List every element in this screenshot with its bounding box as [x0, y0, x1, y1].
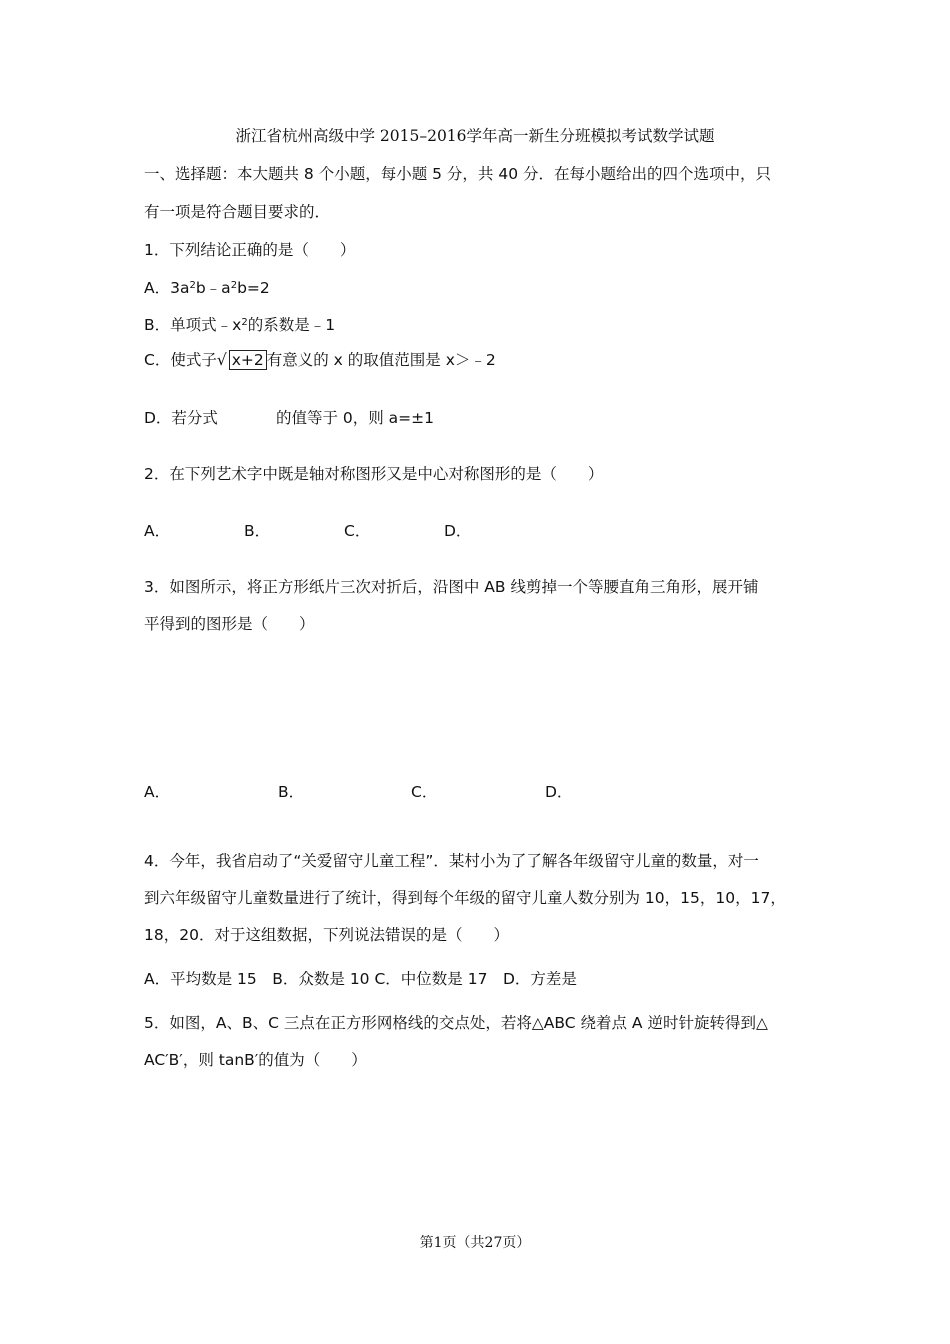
q1-a-sup: 2 [189, 280, 196, 291]
q2-stem: 2．在下列艺术字中既是轴对称图形又是中心对称图形的是（ ） [144, 465, 604, 483]
q3-option-c: C． [411, 783, 438, 801]
q3-option-d: D． [545, 783, 573, 801]
q2-option-c: C． [344, 522, 371, 540]
q5-line1: 5．如图，A、B、C 三点在正方形网格线的交点处，若将△ABC 绕着点 A 逆时针旋转得到△ [144, 1014, 768, 1032]
q1-d-prefix: D．若分式 [144, 409, 218, 427]
q1-c-prefix: C．使式子 [144, 351, 217, 369]
q2-option-d: D． [444, 522, 472, 540]
section1-line1: 一、选择题：本大题共 8 个小题，每小题 5 分，共 40 分．在每小题给出的四个选项中，只 [144, 165, 772, 183]
sqrt-expression [217, 350, 267, 370]
document-title: 浙江省杭州高级中学 2015–2016学年高一新生分班模拟考试数学试题 [235, 127, 715, 145]
q3-option-a: A． [144, 783, 171, 801]
q2-option-b: B． [244, 522, 271, 540]
sqrt-radicand: x+2 [229, 350, 267, 370]
q4-line1: 4．今年，我省启动了“关爱留守儿童工程”．某村小为了了解各年级留守儿童的数量，对一 [144, 852, 759, 870]
q4-options: A．平均数是 15 B．众数是 10 C．中位数是 17 D．方差是 [144, 970, 577, 988]
q4-line2: 到六年级留守儿童数量进行了统计，得到每个年级的留守儿童人数分别为 10，15，10，17， [144, 889, 786, 907]
q1-a-end: b=2 [237, 279, 270, 297]
q3-option-b: B． [278, 783, 305, 801]
q3-line1: 3．如图所示，将正方形纸片三次对折后，沿图中 AB 线剪掉一个等腰直角三角形，展开铺 [144, 578, 759, 596]
q1-c-end: 有意义的 x 的取值范围是 x＞﹣2 [266, 351, 496, 369]
q1-b-prefix: B．单项式﹣x [144, 316, 242, 334]
q1-b-sup: 2 [241, 317, 248, 328]
q1-option-d [144, 406, 434, 428]
q5-line2: AC′B′，则 tanB′的值为（ ） [144, 1051, 367, 1069]
q1-option-a [144, 276, 270, 298]
q1-a-sup2: 2 [230, 280, 238, 291]
q3-line2: 平得到的图形是（ ） [144, 615, 315, 633]
q1-stem: 1．下列结论正确的是（ ） [144, 241, 356, 259]
q1-b-end: 的系数是﹣1 [247, 316, 336, 334]
q1-a-prefix: A．3a [144, 279, 190, 297]
q1-a-mid: b﹣a [195, 279, 231, 297]
q1-d-end: 的值等于 0，则 a=±1 [275, 409, 434, 427]
q1-option-c [144, 348, 496, 370]
page-footer: 第1页（共27页） [419, 1235, 531, 1251]
q2-option-a: A． [144, 522, 171, 540]
q4-line3: 18，20．对于这组数据，下列说法错误的是（ ） [144, 926, 509, 944]
sqrt-icon: √ [216, 351, 227, 369]
section1-line2: 有一项是符合题目要求的． [144, 203, 331, 221]
q1-option-b [144, 313, 335, 335]
